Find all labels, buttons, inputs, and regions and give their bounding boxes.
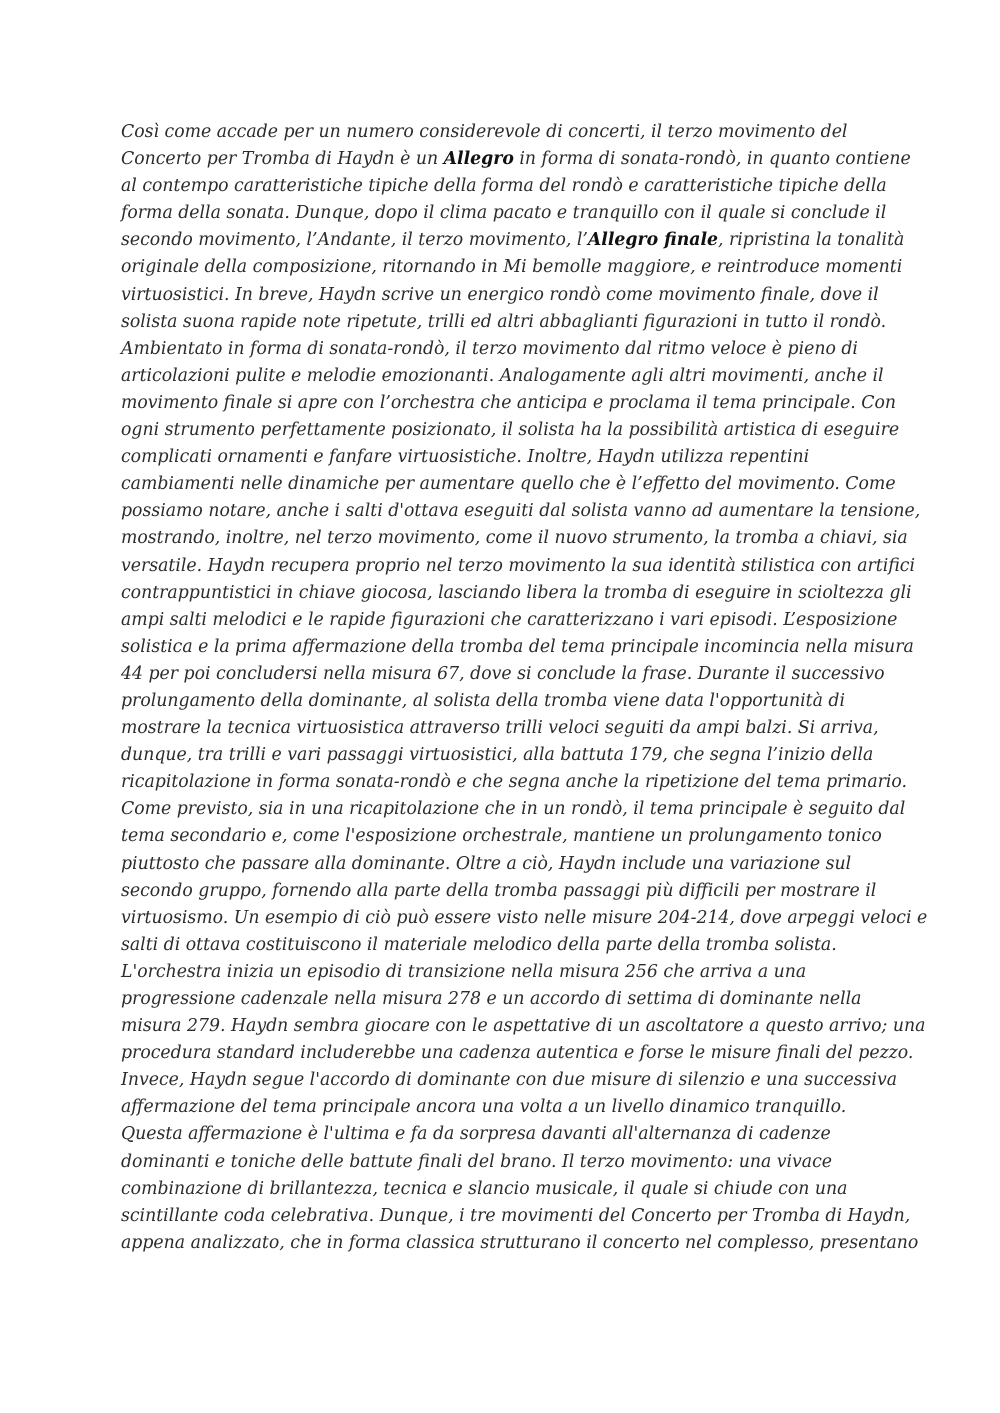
text-run: virtuosismo. Un esempio di ciò può essere visto nelle misure 204-214, dove arpeggi veloci e	[121, 907, 928, 928]
body-paragraph	[121, 119, 928, 1257]
text-line	[121, 796, 906, 823]
text-run: contrappuntistici in chiave giocosa, lasciando libera la tromba di eseguire in scioltezza gli	[121, 582, 912, 603]
text-line	[121, 986, 891, 1013]
text-line	[121, 498, 921, 525]
text-run: in forma di sonata-rondò, in quanto contiene	[513, 149, 911, 170]
text-run: Questa affermazione è l'ultima e fa da sorpresa davanti all'alternanza di cadenze	[121, 1124, 831, 1145]
text-run: , ripristina la tonalità	[718, 230, 905, 251]
text-line	[121, 417, 900, 444]
text-run: affermazione del tema principale ancora una volta a un livello dinamico tranquillo.	[121, 1097, 847, 1118]
text-run: dominanti e toniche delle battute finali del brano. Il terzo movimento: una vivace	[121, 1151, 833, 1172]
text-run: originale della composizione, ritornando in Mi bemolle maggiore, e reintroduce momenti	[121, 257, 903, 278]
text-run: Invece, Haydn segue l'accordo di dominante con due misure di silenzio e una successiva	[121, 1070, 898, 1091]
text-line	[121, 607, 898, 634]
text-line	[121, 444, 891, 471]
text-run: movimento finale si apre con l’orchestra che anticipa e proclama il tema principale. Con	[121, 392, 896, 413]
text-run: progressione cadenzale nella misura 278 e un accordo di settima di dominante nella	[121, 989, 862, 1009]
text-run: Come previsto, sia in una ricapitolazione che in un rondò, il tema principale è seguito dal	[121, 799, 906, 820]
bold-term: Allegro finale	[587, 230, 719, 251]
text-line	[121, 823, 891, 850]
text-run: mostrare la tecnica virtuosistica attraverso trilli veloci seguiti da ampi balzi. Si arriva,	[121, 718, 879, 739]
text-line	[121, 851, 891, 878]
text-run: ampi salti melodici e le rapide figurazioni che caratterizzano i vari episodi. L’esposizione	[121, 609, 898, 630]
text-line	[121, 932, 891, 959]
text-line	[121, 254, 903, 281]
text-run: secondo movimento, l’Andante, il terzo movimento, l’	[121, 230, 588, 251]
text-run: procedura standard includerebbe una cadenza autentica e forse le misure finali del pezzo.	[121, 1043, 914, 1064]
text-line	[121, 363, 891, 390]
text-line	[121, 390, 896, 417]
text-line	[121, 1149, 891, 1176]
text-run: solista suona rapide note ripetute, trilli ed altri abbaglianti figurazioni in tutto il rondò.	[121, 311, 887, 332]
text-run: mostrando, inoltre, nel terzo movimento, come il nuovo strumento, la tromba a chiavi, sia	[121, 528, 908, 549]
text-line	[121, 146, 911, 173]
text-line	[121, 1094, 891, 1121]
text-line	[121, 309, 891, 336]
text-line	[121, 905, 928, 932]
text-run: tema secondario e, come l'esposizione orchestrale, mantiene un prolungamento tonico	[121, 826, 882, 847]
text-line	[121, 1230, 919, 1257]
text-line	[121, 959, 891, 986]
text-line	[121, 173, 891, 200]
text-line	[121, 471, 896, 498]
text-line	[121, 661, 891, 688]
text-run: dunque, tra trilli e vari passaggi virtuosistici, alla battuta 179, che segna l’inizio della	[121, 745, 874, 766]
text-run: piuttosto che passare alla dominante. Oltre a ciò, Haydn include una variazione sul	[121, 853, 852, 874]
text-line	[121, 769, 908, 796]
text-line	[121, 282, 891, 309]
text-line	[121, 227, 905, 254]
text-run: Ambientato in forma di sonata-rondò, il terzo movimento dal ritmo veloce è pieno di	[121, 338, 858, 359]
text-line	[121, 1067, 898, 1094]
text-run: Concerto per Tromba di Haydn è un	[121, 149, 444, 170]
text-run: complicati ornamenti e fanfare virtuosistiche. Inoltre, Haydn utilizza repentini	[121, 447, 810, 468]
text-run: forma della sonata. Dunque, dopo il clima pacato e tranquillo con il quale si conclude il	[121, 203, 887, 224]
text-line	[121, 553, 916, 580]
text-run: ricapitolazione in forma sonata-rondò e che segna anche la ripetizione del tema primario.	[121, 772, 908, 793]
text-line	[121, 580, 912, 607]
text-run: salti di ottava costituiscono il materiale melodico della parte della tromba solista.	[121, 934, 837, 955]
text-line	[121, 634, 914, 661]
text-run: misura 279. Haydn sembra giocare con le aspettative di un ascoltatore a questo arrivo; una	[121, 1016, 926, 1037]
text-run: possiamo notare, anche i salti d'ottava eseguiti dal solista vanno ad aumentare la tensione,	[121, 501, 921, 522]
bold-term: Allegro	[443, 149, 514, 170]
text-run: appena analizzato, che in forma classica strutturano il concerto nel complesso, presentano	[121, 1232, 919, 1253]
text-run: combinazione di brillantezza, tecnica e slancio musicale, il quale si chiude con una	[121, 1178, 848, 1199]
text-line	[121, 1176, 891, 1203]
text-line	[121, 1013, 926, 1040]
text-line	[121, 1121, 891, 1148]
text-run: versatile. Haydn recupera proprio nel terzo movimento la sua identità stilistica con artifici	[121, 555, 916, 576]
text-run: L'orchestra inizia un episodio di transizione nella misura 256 che arriva a una	[121, 961, 807, 982]
text-line	[121, 336, 891, 363]
text-line	[121, 1203, 911, 1230]
text-run: prolungamento della dominante, al solista della tromba viene data l'opportunità di	[121, 690, 845, 711]
text-line	[121, 1040, 914, 1067]
text-run: secondo gruppo, fornendo alla parte della tromba passaggi più difficili per mostrare il	[121, 880, 877, 901]
text-line	[121, 688, 891, 715]
text-run: al contempo caratteristiche tipiche della forma del rondò e caratteristiche tipiche della	[121, 176, 887, 197]
text-line	[121, 119, 891, 146]
text-run: scintillante coda celebrativa. Dunque, i tre movimenti del Concerto per Tromba di Haydn,	[121, 1205, 911, 1226]
text-run: ogni strumento perfettamente posizionato, il solista ha la possibilità artistica di eseguire	[121, 420, 900, 441]
text-run: solistica e la prima affermazione della tromba del tema principale incomincia nella misura	[121, 636, 914, 657]
text-run: Così come accade per un numero considerevole di concerti, il terzo movimento del	[121, 122, 848, 142]
text-run: articolazioni pulite e melodie emozionanti. Analogamente agli altri movimenti, anche il	[121, 365, 884, 386]
text-run: virtuosistici. In breve, Haydn scrive un energico rondò come movimento finale, dove il	[121, 284, 879, 305]
text-line	[121, 200, 891, 227]
text-run: cambiamenti nelle dinamiche per aumentare quello che è l’effetto del movimento. Come	[121, 474, 896, 495]
text-line	[121, 878, 891, 905]
text-line	[121, 525, 908, 552]
text-line	[121, 715, 891, 742]
text-line	[121, 742, 891, 769]
text-run: 44 per poi concludersi nella misura 67, dove si conclude la frase. Durante il successivo	[121, 663, 885, 684]
